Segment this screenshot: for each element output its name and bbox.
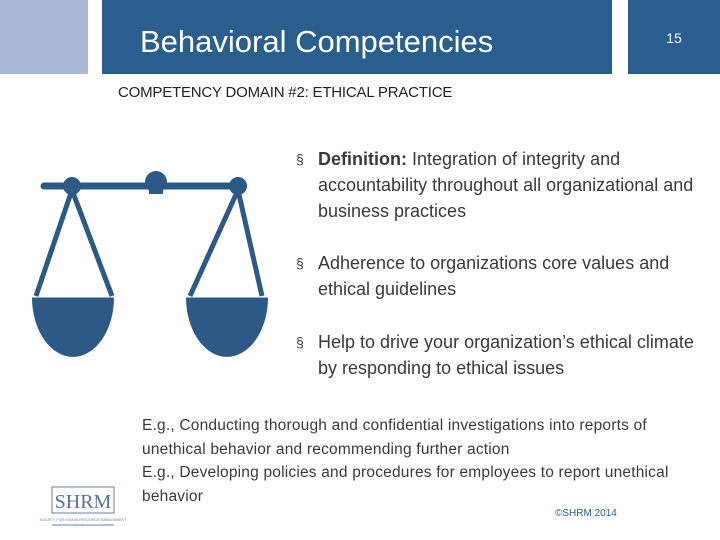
bullet-square-icon: § — [296, 255, 304, 271]
example-item: E.g., Conducting thorough and confidential investigations into reports of unethical behavior and recommending further action — [142, 417, 647, 458]
examples-block — [142, 414, 702, 508]
competency-domain-subtitle: COMPETENCY DOMAIN #2: ETHICAL PRACTICE — [118, 84, 453, 101]
definition-label: Definition: — [318, 149, 407, 169]
example-item: E.g., Developing policies and procedures for employees to report unethical behavior — [142, 464, 669, 505]
bullet-square-icon: § — [296, 151, 304, 167]
scales-of-justice-icon — [30, 168, 260, 368]
definition-text: Integration of integrity and accountability throughout all organizational and business practices — [318, 149, 694, 221]
slide-number: 15 — [666, 30, 682, 46]
bullet-definition — [296, 146, 698, 224]
logo-text: SHRM — [54, 491, 112, 513]
decorative-strip — [0, 0, 88, 74]
slide-title: Behavioral Competencies — [140, 24, 494, 59]
bullet-text: Help to drive your organization’s ethical climate by responding to ethical issues — [318, 332, 694, 378]
copyright: ©SHRM 2014 — [555, 508, 617, 519]
bullet-ethical-climate — [296, 329, 698, 381]
bullet-square-icon: § — [296, 334, 304, 350]
slide-number-band — [628, 0, 720, 74]
bullet-adherence — [296, 250, 698, 302]
bullet-text: Adherence to organizations core values and ethical guidelines — [318, 253, 670, 299]
shrm-logo — [39, 487, 127, 531]
logo-tagline: SOCIETY FOR HUMAN RESOURCE MANAGEMENT — [39, 518, 127, 522]
